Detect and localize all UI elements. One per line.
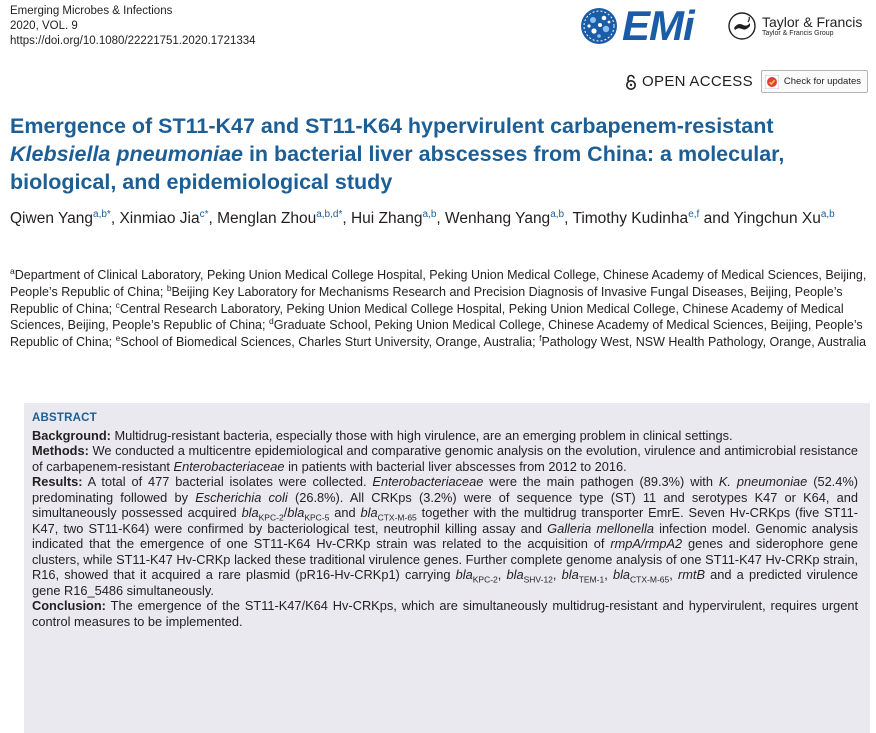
results-label: Results: [32,474,83,489]
abstract-results: Results: A total of 477 bacterial isolates were collected. Enterobacteriaceae were the main pathogen (89.3%) with K. pneumoniae (52.4%) predominating followed by Escherichia coli (26.8%). All CRKps (3.2%) were of sequence type (ST) 11 and serotypes K47 or K64, and simultaneously possessed acquired bla$_{KPC-2}$/bla$_{KPC-5}$ and bla$_{CTX-M-65}$ together with the multidrug transporter EmrE. Seven Hv-CRKps (five ST11-K47, two ST11-K64) were confirmed by bacteriological test, neutrophil killing assay and Galleria mellonella infection model. Genomic analysis indicated that the emergence of one ST11-K64 Hv-CRKp strain was related to the acquisition of rmpA/rmpA2 genes and siderophore gene clusters, while ST11-K47 Hv-CRKp lacked these traditional virulence genes. Further complete genome analysis of one ST11-K47 Hv-CRKp strain, R16, showed that it acquired a rare plasmid (pR16-Hv-CRKp1) carrying bla$_{KPC-2}$, bla$_{SHV-12}$, bla$_{TEM-1}$, bla$_{CTX-M-65}$, rmtB and a predicted virulence gene R16_5486 simultaneously. [32,474,859,598]
author-affiliation-marker: a,b [550,209,565,220]
author-affiliation-marker: a,b [820,209,835,220]
title-species: Klebsiella pneumoniae [10,142,243,166]
access-row [625,70,868,93]
journal-info [10,4,256,49]
author-name[interactable]: Yingchun Xu [733,210,821,227]
background-label: Background: [32,427,111,443]
abstract-conclusion: Conclusion: The emergence of the ST11-K47/K64 Hv-CRKps, which are simultaneously multidrug-resistant and hypervirulent, requires urgent control measures to be implemented. [32,598,858,629]
affiliation-text: Graduate School, Peking Union Medical College, Chinese Academy of Medical Sciences, Beijing, People’s Republic of China; [10,318,863,350]
doi-link[interactable]: https://doi.org/10.1080/22221751.2020.1721334 [10,35,256,47]
abstract-methods: Methods: We conducted a multicentre epidemiological and comparative genomic analysis on the evolution, virulence and antimicrobial resistance of carbapenem-resistant Enterobacteriaceae in patients with bacterial liver abscesses from 2012 to 2016. [32,443,858,474]
author-affiliation-marker: a,b [422,209,437,220]
author-affiliation-marker: c [199,209,205,220]
affiliation-label: f [539,333,542,344]
affiliation-text: Department of Clinical Laboratory, Peking Union Medical College Hospital, Peking Union Medical College, Chinese Academy of Medical Sciences, Beijing, People’s Republic of China; [10,268,867,299]
author-list: Qiwen Yang$^{a,b*}$, Xinmiao Jia$^{c*}$, Menglan Zhou$^{a,b,d*}$, Hui Zhang$^{a,b}$, Wenhang Yang$^{a,b}$, Timothy Kudinha$^{e,f}$ and Yingchun Xu$^{a,b}$ [10,209,835,227]
abstract-heading: ABSTRACT [32,412,97,424]
affiliation-text: Central Research Laboratory, Peking Union Medical College Hospital, Peking Union Medical College, Chinese Academy of Medical Sciences, Beijing, People’s Republic of China; [10,301,844,333]
crossmark-icon [765,75,779,89]
article-title [10,112,860,196]
affiliation-label: e [115,333,121,344]
equal-contribution-star: * [106,209,111,220]
conclusion-label: Conclusion: [32,598,106,613]
author-affiliation-marker: a,b,d [316,209,339,220]
equal-contribution-star: * [338,209,343,220]
affiliation-text: Pathology West, NSW Health Pathology, Orange, Australia [541,335,867,350]
author-name[interactable]: Xinmiao Jia [119,210,200,227]
publisher-group: Taylor & Francis Group [762,29,834,37]
affiliation-label: b [166,282,172,293]
affiliation-text: Beijing Key Laboratory for Mechanisms Research and Precision Diagnosis of Invasive Fungal Diseases, Beijing, People’s Republic of China; [10,284,843,316]
check-updates-button[interactable] [761,70,868,93]
emi-logo [580,2,694,49]
affiliation-text: School of Biomedical Sciences, Charles Sturt University, Orange, Australia; [120,335,540,350]
open-lock-icon [625,74,637,90]
title-line-1: Emergence of ST11-K47 and ST11-K64 hypervirulent carbapenem-resistant [10,114,774,138]
emi-wordmark: EMi [622,2,694,49]
author-name[interactable]: Qiwen Yang [10,210,94,227]
bacteria-globe-icon [580,7,618,45]
abstract-box [24,403,870,733]
journal-volume: 2020, VOL. 9 [10,20,78,32]
affiliation-label: a [10,266,15,276]
author-name[interactable]: Timothy Kudinha [572,210,689,227]
methods-label: Methods: [32,443,89,458]
author-name[interactable]: Wenhang Yang [445,210,551,227]
publisher-lamp-icon [728,12,756,40]
affiliation-label: d [268,316,274,327]
author-affiliation-marker: e,f [688,209,700,220]
journal-name: Emerging Microbes & Infections [10,5,173,17]
open-access-label: OPEN ACCESS [642,73,753,90]
publisher-logo [728,12,862,40]
title-line-2: in bacterial liver abscesses from China: a molecular, [242,142,785,166]
author-name[interactable]: Menglan Zhou [217,210,317,227]
author-name[interactable]: Hui Zhang [350,210,423,227]
author-affiliation-marker: a,b [93,209,107,220]
publisher-name: Taylor & Francis [762,13,863,30]
abstract-background: Background: Multidrug-resistant bacteria, especially those with high virulence, are an emerging problem in clinical settings. [32,427,733,443]
check-updates-label: Check for updates [783,76,861,87]
equal-contribution-star: * [204,209,209,220]
open-access-badge [625,73,753,90]
affiliation-label: c [115,299,120,310]
title-line-3: biological, and epidemiological study [10,170,393,194]
affiliations [10,267,870,351]
